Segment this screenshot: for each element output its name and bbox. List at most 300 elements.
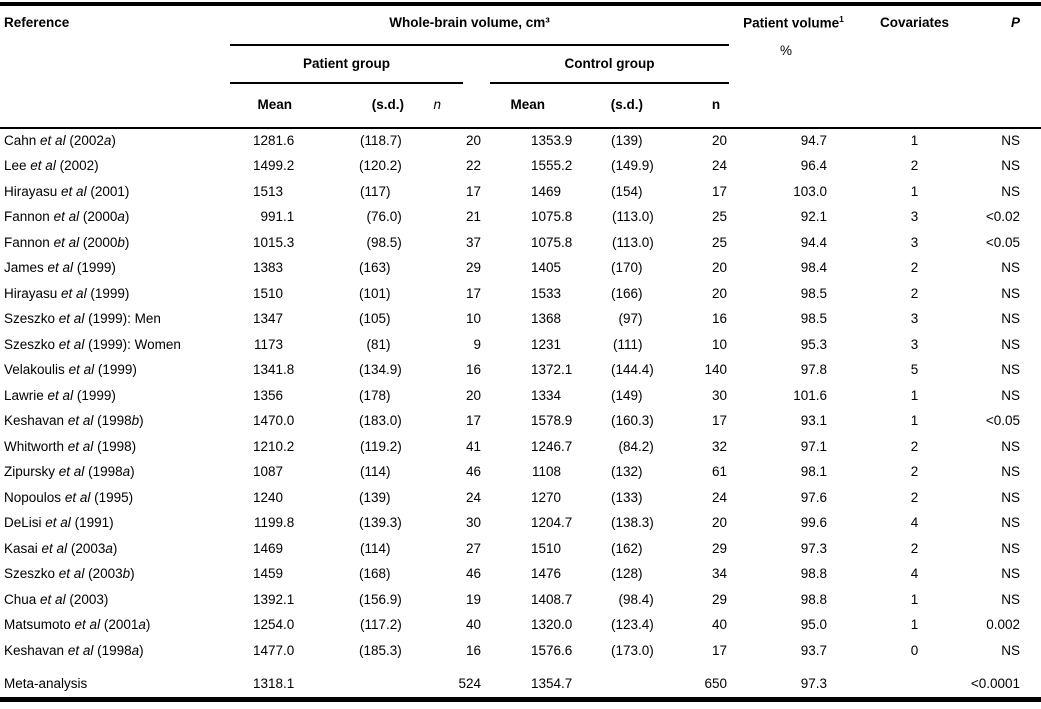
control-mean-cell: 1108 xyxy=(531,464,561,480)
patient-sd-cell: (185.3) xyxy=(358,642,402,658)
control-n-cell: 24 xyxy=(712,158,728,174)
covariates-cell: 2 xyxy=(910,438,919,454)
study-author: Keshavan xyxy=(4,642,65,658)
patient-mean-cell: 1470.0 xyxy=(252,413,295,429)
control-n-cell: 140 xyxy=(704,362,728,378)
paper-table-page xyxy=(0,2,1041,702)
control-sd-cell: (84.2) xyxy=(618,438,654,454)
reference-cell xyxy=(0,409,230,435)
study-author: Zipursky xyxy=(4,464,56,480)
control-n-cell: 10 xyxy=(712,336,728,352)
control-sd-cell: (154) xyxy=(610,183,643,199)
et-al-label: et al xyxy=(64,489,91,505)
whole-brain-volume-table xyxy=(0,2,1041,702)
p-value-cell: NS xyxy=(1001,311,1021,327)
covariates-cell: 0 xyxy=(910,642,919,658)
patient-volume-label: Patient volume$^1$ xyxy=(743,14,844,31)
patient-volume-percent-cell: 93.1 xyxy=(800,413,828,429)
control-n-cell: 20 xyxy=(712,260,728,276)
study-author: Lee xyxy=(4,158,27,174)
table-row xyxy=(0,536,1041,562)
covariates-cell: 1 xyxy=(910,387,919,403)
et-al-label: et al xyxy=(61,183,87,199)
patient-n-cell: 19 xyxy=(465,591,481,607)
control-sd-cell: (128) xyxy=(610,566,643,582)
patient-n-cell: 40 xyxy=(465,617,481,633)
control-sd-cell: (132) xyxy=(610,464,643,480)
control-n-cell: 17 xyxy=(712,642,728,658)
et-al-label: et al xyxy=(58,336,85,352)
control-sd-cell: (123.4) xyxy=(610,617,654,633)
control-mean-cell: 1320.0 xyxy=(530,617,573,633)
col-header-control-n: n xyxy=(653,84,729,128)
covariates-cell: 1 xyxy=(910,591,919,607)
control-n-cell: 61 xyxy=(712,464,728,480)
control-n-cell: 17 xyxy=(712,183,728,199)
p-value-cell: NS xyxy=(1001,642,1021,658)
patient-volume-percent-cell: 98.5 xyxy=(800,285,828,301)
patient-n-cell: 27 xyxy=(465,540,481,556)
control-mean-cell: 1555.2 xyxy=(530,158,573,174)
control-sd-cell xyxy=(581,664,653,700)
control-mean-cell: 1469 xyxy=(530,183,561,199)
patient-n-cell: 22 xyxy=(465,158,481,174)
control-mean-cell: 1578.9 xyxy=(530,413,573,429)
study-year: (2002a) xyxy=(69,132,116,148)
patient-n-cell: 20 xyxy=(465,132,481,148)
patient-n-cell: 9 xyxy=(473,336,481,352)
et-al-label: et al xyxy=(61,285,87,301)
table-row xyxy=(0,179,1041,205)
reference-cell xyxy=(0,511,230,537)
reference-cell xyxy=(0,587,230,613)
study-author: Lawrie xyxy=(4,387,44,403)
patient-volume-percent-cell: 97.8 xyxy=(800,362,828,378)
study-year: (2003b) xyxy=(88,566,135,582)
p-value-cell: NS xyxy=(1001,464,1021,480)
patient-mean-cell: 991.1 xyxy=(260,209,295,225)
covariates-cell: 3 xyxy=(910,234,919,250)
control-n-cell: 32 xyxy=(712,438,728,454)
p-value-cell: NS xyxy=(1001,336,1021,352)
patient-mean-cell: 1087 xyxy=(252,464,283,480)
col-header-p-value: P xyxy=(960,4,1041,128)
control-n-cell: 25 xyxy=(712,209,728,225)
et-al-label: et al xyxy=(68,362,95,378)
patient-sd-cell: (98.5) xyxy=(366,234,402,250)
table-row xyxy=(0,383,1041,409)
reference-cell xyxy=(0,664,230,700)
et-al-label: et al xyxy=(58,464,85,480)
control-mean-cell: 1231 xyxy=(530,336,561,352)
covariates-cell: 2 xyxy=(910,285,919,301)
patient-volume-percent-cell: 98.1 xyxy=(800,464,828,480)
p-value-cell: NS xyxy=(1001,362,1021,378)
patient-sd-cell: (81) xyxy=(366,336,391,352)
p-value-cell: <0.0001 xyxy=(970,676,1021,692)
control-sd-cell: (144.4) xyxy=(610,362,654,378)
table-row xyxy=(0,332,1041,358)
covariates-cell: 3 xyxy=(910,209,919,225)
reference-cell xyxy=(0,332,230,358)
patient-n-cell: 30 xyxy=(465,515,481,531)
study-year: (2002) xyxy=(59,158,99,174)
control-n-cell: 40 xyxy=(712,617,728,633)
patient-sd-cell: (105) xyxy=(358,311,391,327)
patient-mean-cell: 1347 xyxy=(252,311,283,327)
patient-sd-cell: (183.0) xyxy=(358,413,402,429)
patient-sd-cell: (139.3) xyxy=(358,515,402,531)
study-year: (2000a) xyxy=(82,209,130,225)
study-year: (2000b) xyxy=(82,234,130,250)
study-author: DeLisi xyxy=(4,515,42,531)
patient-volume-percent-cell: 96.4 xyxy=(800,158,828,174)
reference-cell xyxy=(0,256,230,282)
table-row xyxy=(0,358,1041,384)
control-n-cell: 29 xyxy=(712,591,728,607)
table-row xyxy=(0,587,1041,613)
covariates-cell: 2 xyxy=(910,540,919,556)
control-sd-cell: (166) xyxy=(610,285,643,301)
study-year: (1999): Men xyxy=(88,311,161,327)
et-al-label: et al xyxy=(47,387,74,403)
control-n-cell: 25 xyxy=(712,234,728,250)
control-n-cell: 24 xyxy=(712,489,728,505)
p-value-cell: NS xyxy=(1001,489,1021,505)
covariates-cell: 2 xyxy=(910,158,919,174)
table-row xyxy=(0,562,1041,588)
col-header-control-sd: (s.d.) xyxy=(581,84,653,128)
patient-mean-cell: 1477.0 xyxy=(252,642,295,658)
table-row xyxy=(0,230,1041,256)
patient-mean-cell: 1459 xyxy=(252,566,283,582)
table-row xyxy=(0,485,1041,511)
study-author: Fannon xyxy=(4,209,50,225)
et-al-label: et al xyxy=(45,515,71,531)
control-sd-cell: (133) xyxy=(610,489,643,505)
patient-sd-cell: (114) xyxy=(359,464,391,480)
study-author: Szeszko xyxy=(4,336,56,352)
footnote-marker: 1 xyxy=(839,14,844,24)
p-value-cell: NS xyxy=(1001,566,1021,582)
patient-volume-percent-cell: 94.7 xyxy=(800,132,828,148)
et-al-label: et al xyxy=(47,260,74,276)
control-mean-cell: 1353.9 xyxy=(530,132,573,148)
p-value-cell: NS xyxy=(1001,591,1021,607)
patient-n-cell: 17 xyxy=(465,183,481,199)
patient-mean-cell: 1356 xyxy=(252,387,283,403)
study-author: Whitworth xyxy=(4,438,65,454)
control-sd-cell: (97) xyxy=(618,311,643,327)
et-al-label: et al xyxy=(67,438,94,454)
reference-cell xyxy=(0,358,230,384)
patient-volume-percent-cell: 97.3 xyxy=(800,676,828,692)
covariates-cell: 5 xyxy=(910,362,919,378)
study-author: Cahn xyxy=(4,132,37,148)
patient-volume-percent-cell: 98.8 xyxy=(800,566,828,582)
reference-cell xyxy=(0,562,230,588)
control-sd-cell: (111) xyxy=(612,336,643,352)
p-value-cell: NS xyxy=(1001,158,1021,174)
control-mean-cell: 1533 xyxy=(530,285,561,301)
patient-n-cell: 46 xyxy=(465,464,481,480)
study-author: Keshavan xyxy=(4,413,65,429)
control-n-cell: 20 xyxy=(712,285,728,301)
patient-sd-cell: (117) xyxy=(359,183,391,199)
reference-cell xyxy=(0,536,230,562)
patient-n-cell: 16 xyxy=(465,362,481,378)
et-al-label: et al xyxy=(74,617,101,633)
study-year: (2001a) xyxy=(103,617,151,633)
patient-volume-percent-cell: 101.6 xyxy=(793,387,828,403)
table-row xyxy=(0,664,1041,700)
reference-cell xyxy=(0,638,230,664)
covariates-cell: 3 xyxy=(910,336,919,352)
p-value-cell: NS xyxy=(1001,515,1021,531)
patient-mean-cell: 1383 xyxy=(252,260,283,276)
control-sd-cell: (173.0) xyxy=(610,642,654,658)
p-value-cell: <0.05 xyxy=(985,413,1021,429)
patient-mean-cell: 1015.3 xyxy=(252,234,295,250)
study-year: (1999) xyxy=(90,285,130,301)
reference-cell xyxy=(0,383,230,409)
col-header-patient-group: Patient group xyxy=(230,45,483,84)
patient-sd-cell: (117.2) xyxy=(359,617,402,633)
patient-volume-percent-cell: 92.1 xyxy=(800,209,828,225)
control-mean-cell: 1354.7 xyxy=(530,676,573,692)
patient-volume-percent-cell: 98.8 xyxy=(800,591,828,607)
patient-sd-cell: (139) xyxy=(358,489,391,505)
patient-volume-percent-cell: 103.0 xyxy=(793,183,828,199)
p-value-cell: NS xyxy=(1001,183,1021,199)
patient-sd-cell xyxy=(305,664,405,700)
covariates-cell: 1 xyxy=(910,413,919,429)
reference-cell xyxy=(0,179,230,205)
p-value-cell: NS xyxy=(1001,132,1021,148)
patient-n-cell: 41 xyxy=(465,438,481,454)
patient-sd-cell: (114) xyxy=(359,540,391,556)
control-n-cell: 17 xyxy=(712,413,728,429)
patient-sd-cell: (156.9) xyxy=(358,591,402,607)
study-author: Hirayasu xyxy=(4,285,58,301)
study-year: (1991) xyxy=(74,515,114,531)
et-al-label: et al xyxy=(53,234,80,250)
study-year: (2001) xyxy=(90,183,130,199)
patient-sd-cell: (163) xyxy=(358,260,391,276)
et-al-label: et al xyxy=(58,566,85,582)
col-header-whole-brain-volume xyxy=(230,4,729,45)
study-year: (1998a) xyxy=(88,464,135,480)
patient-mean-cell: 1510 xyxy=(252,285,283,301)
patient-mean-cell: 1318.1 xyxy=(252,676,295,692)
col-header-reference: Reference xyxy=(0,4,230,128)
control-sd-cell: (160.3) xyxy=(610,413,654,429)
study-year: (1999) xyxy=(76,387,116,403)
et-al-label: et al xyxy=(30,158,56,174)
covariates-cell: 3 xyxy=(910,311,919,327)
study-year: (1998) xyxy=(97,438,137,454)
table-row xyxy=(0,409,1041,435)
patient-mean-cell: 1254.0 xyxy=(252,617,295,633)
patient-n-cell: 24 xyxy=(465,489,481,505)
et-al-label: et al xyxy=(53,209,80,225)
study-author: Meta-analysis xyxy=(4,676,88,692)
table-row xyxy=(0,638,1041,664)
patient-volume-percent-cell: 98.5 xyxy=(800,311,828,327)
col-header-patient-n: n xyxy=(405,84,483,128)
control-n-cell: 650 xyxy=(704,676,728,692)
covariates-cell xyxy=(829,664,960,700)
study-year: (1999) xyxy=(97,362,137,378)
patient-n-cell: 16 xyxy=(465,642,481,658)
reference-cell xyxy=(0,460,230,486)
patient-n-cell: 46 xyxy=(465,566,481,582)
reference-cell xyxy=(0,205,230,231)
study-author: Kasai xyxy=(4,540,38,556)
control-mean-cell: 1372.1 xyxy=(530,362,573,378)
table-row xyxy=(0,205,1041,231)
control-mean-cell: 1476 xyxy=(530,566,561,582)
p-value-cell: NS xyxy=(1001,260,1021,276)
control-sd-cell: (139) xyxy=(610,132,643,148)
control-mean-cell: 1270 xyxy=(530,489,561,505)
table-row xyxy=(0,434,1041,460)
control-sd-cell: (170) xyxy=(610,260,643,276)
patient-volume-percent-cell: 97.1 xyxy=(800,438,828,454)
control-mean-cell: 1405 xyxy=(530,260,561,276)
reference-cell xyxy=(0,154,230,180)
study-author: Nopoulos xyxy=(4,489,62,505)
p-value-cell: NS xyxy=(1001,285,1021,301)
table-row xyxy=(0,256,1041,282)
table-body xyxy=(0,128,1041,700)
patient-mean-cell: 1341.8 xyxy=(252,362,295,378)
control-n-cell: 20 xyxy=(712,515,728,531)
control-mean-cell: 1334 xyxy=(530,387,561,403)
table-row xyxy=(0,154,1041,180)
et-al-label: et al xyxy=(40,591,66,607)
p-value-cell: NS xyxy=(1001,540,1021,556)
reference-cell xyxy=(0,307,230,333)
control-mean-cell: 1368 xyxy=(530,311,561,327)
et-al-label: et al xyxy=(41,540,68,556)
col-header-patient-volume xyxy=(729,4,844,128)
patient-volume-percent-cell: 99.6 xyxy=(800,515,828,531)
study-author: Matsumoto xyxy=(4,617,71,633)
col-header-patient-mean: Mean xyxy=(230,84,305,128)
patient-volume-percent-cell: 95.0 xyxy=(800,617,828,633)
reference-cell xyxy=(0,434,230,460)
patient-sd-cell: (120.2) xyxy=(358,158,402,174)
covariates-cell: 4 xyxy=(910,515,919,531)
patient-mean-cell: 1240 xyxy=(252,489,283,505)
et-al-label: et al xyxy=(67,413,94,429)
patient-n-cell: 20 xyxy=(465,387,481,403)
patient-mean-cell: 1392.1 xyxy=(252,591,295,607)
table-row xyxy=(0,307,1041,333)
col-header-control-group: Control group xyxy=(483,45,729,84)
control-sd-cell: (149) xyxy=(610,387,643,403)
patient-volume-percent-cell: 97.6 xyxy=(800,489,828,505)
study-year: (2003a) xyxy=(70,540,118,556)
covariates-cell: 2 xyxy=(910,464,919,480)
reference-cell xyxy=(0,613,230,639)
control-sd-cell: (113.0) xyxy=(611,234,654,250)
col-header-covariates: Covariates xyxy=(829,4,960,128)
reference-cell xyxy=(0,128,230,154)
control-mean-cell: 1510 xyxy=(530,540,561,556)
study-author: Szeszko xyxy=(4,311,56,327)
patient-sd-cell: (118.7) xyxy=(359,132,402,148)
patient-sd-cell: (119.2) xyxy=(359,438,402,454)
study-author: Velakoulis xyxy=(4,362,65,378)
study-author: Fannon xyxy=(4,234,50,250)
covariates-cell: 4 xyxy=(910,566,919,582)
patient-volume-percent-cell: 94.4 xyxy=(800,234,828,250)
col-header-control-mean: Mean xyxy=(483,84,581,128)
control-mean-cell: 1075.8 xyxy=(530,234,573,250)
study-author: Hirayasu xyxy=(4,183,58,199)
covariates-cell: 2 xyxy=(910,260,919,276)
control-sd-cell: (149.9) xyxy=(610,158,654,174)
study-author: Szeszko xyxy=(4,566,56,582)
reference-cell xyxy=(0,230,230,256)
p-value-cell: <0.02 xyxy=(985,209,1021,225)
control-mean-cell: 1576.6 xyxy=(530,642,573,658)
control-n-cell: 34 xyxy=(712,566,728,582)
study-year: (1998b) xyxy=(97,413,144,429)
table-row xyxy=(0,128,1041,154)
p-value-cell: NS xyxy=(1001,387,1021,403)
control-sd-cell: (138.3) xyxy=(610,515,654,531)
patient-volume-percent-cell: 93.7 xyxy=(800,642,828,658)
col-header-patient-sd: (s.d.) xyxy=(305,84,405,128)
patient-n-cell: 29 xyxy=(465,260,481,276)
et-al-label: et al xyxy=(58,311,85,327)
control-n-cell: 20 xyxy=(712,132,728,148)
covariates-cell: 1 xyxy=(910,132,919,148)
table-row xyxy=(0,511,1041,537)
patient-mean-cell: 1173 xyxy=(253,336,283,352)
patient-n-cell: 37 xyxy=(465,234,481,250)
patient-sd-cell: (178) xyxy=(358,387,391,403)
patient-sd-cell: (168) xyxy=(358,566,391,582)
control-sd-cell: (98.4) xyxy=(618,591,654,607)
control-sd-cell: (162) xyxy=(610,540,643,556)
et-al-label: et al xyxy=(40,132,66,148)
study-author: James xyxy=(4,260,44,276)
p-value-cell: 0.002 xyxy=(986,617,1021,633)
patient-volume-percent-cell: 95.3 xyxy=(800,336,828,352)
study-year: (2003) xyxy=(69,591,109,607)
study-author: Chua xyxy=(4,591,37,607)
patient-n-cell: 10 xyxy=(465,311,481,327)
study-year: (1998a) xyxy=(97,642,144,658)
table-row xyxy=(0,281,1041,307)
patient-sd-cell: (101) xyxy=(358,285,391,301)
patient-mean-cell: 1210.2 xyxy=(252,438,295,454)
reference-cell xyxy=(0,281,230,307)
p-value-cell: NS xyxy=(1001,438,1021,454)
patient-sd-cell: (76.0) xyxy=(366,209,402,225)
covariates-cell: 1 xyxy=(910,617,919,633)
percent-label: % xyxy=(780,43,793,59)
control-n-cell: 30 xyxy=(712,387,728,403)
et-al-label: et al xyxy=(67,642,94,658)
study-year: (1995) xyxy=(94,489,134,505)
control-mean-cell: 1204.7 xyxy=(530,515,573,531)
table-row xyxy=(0,613,1041,639)
